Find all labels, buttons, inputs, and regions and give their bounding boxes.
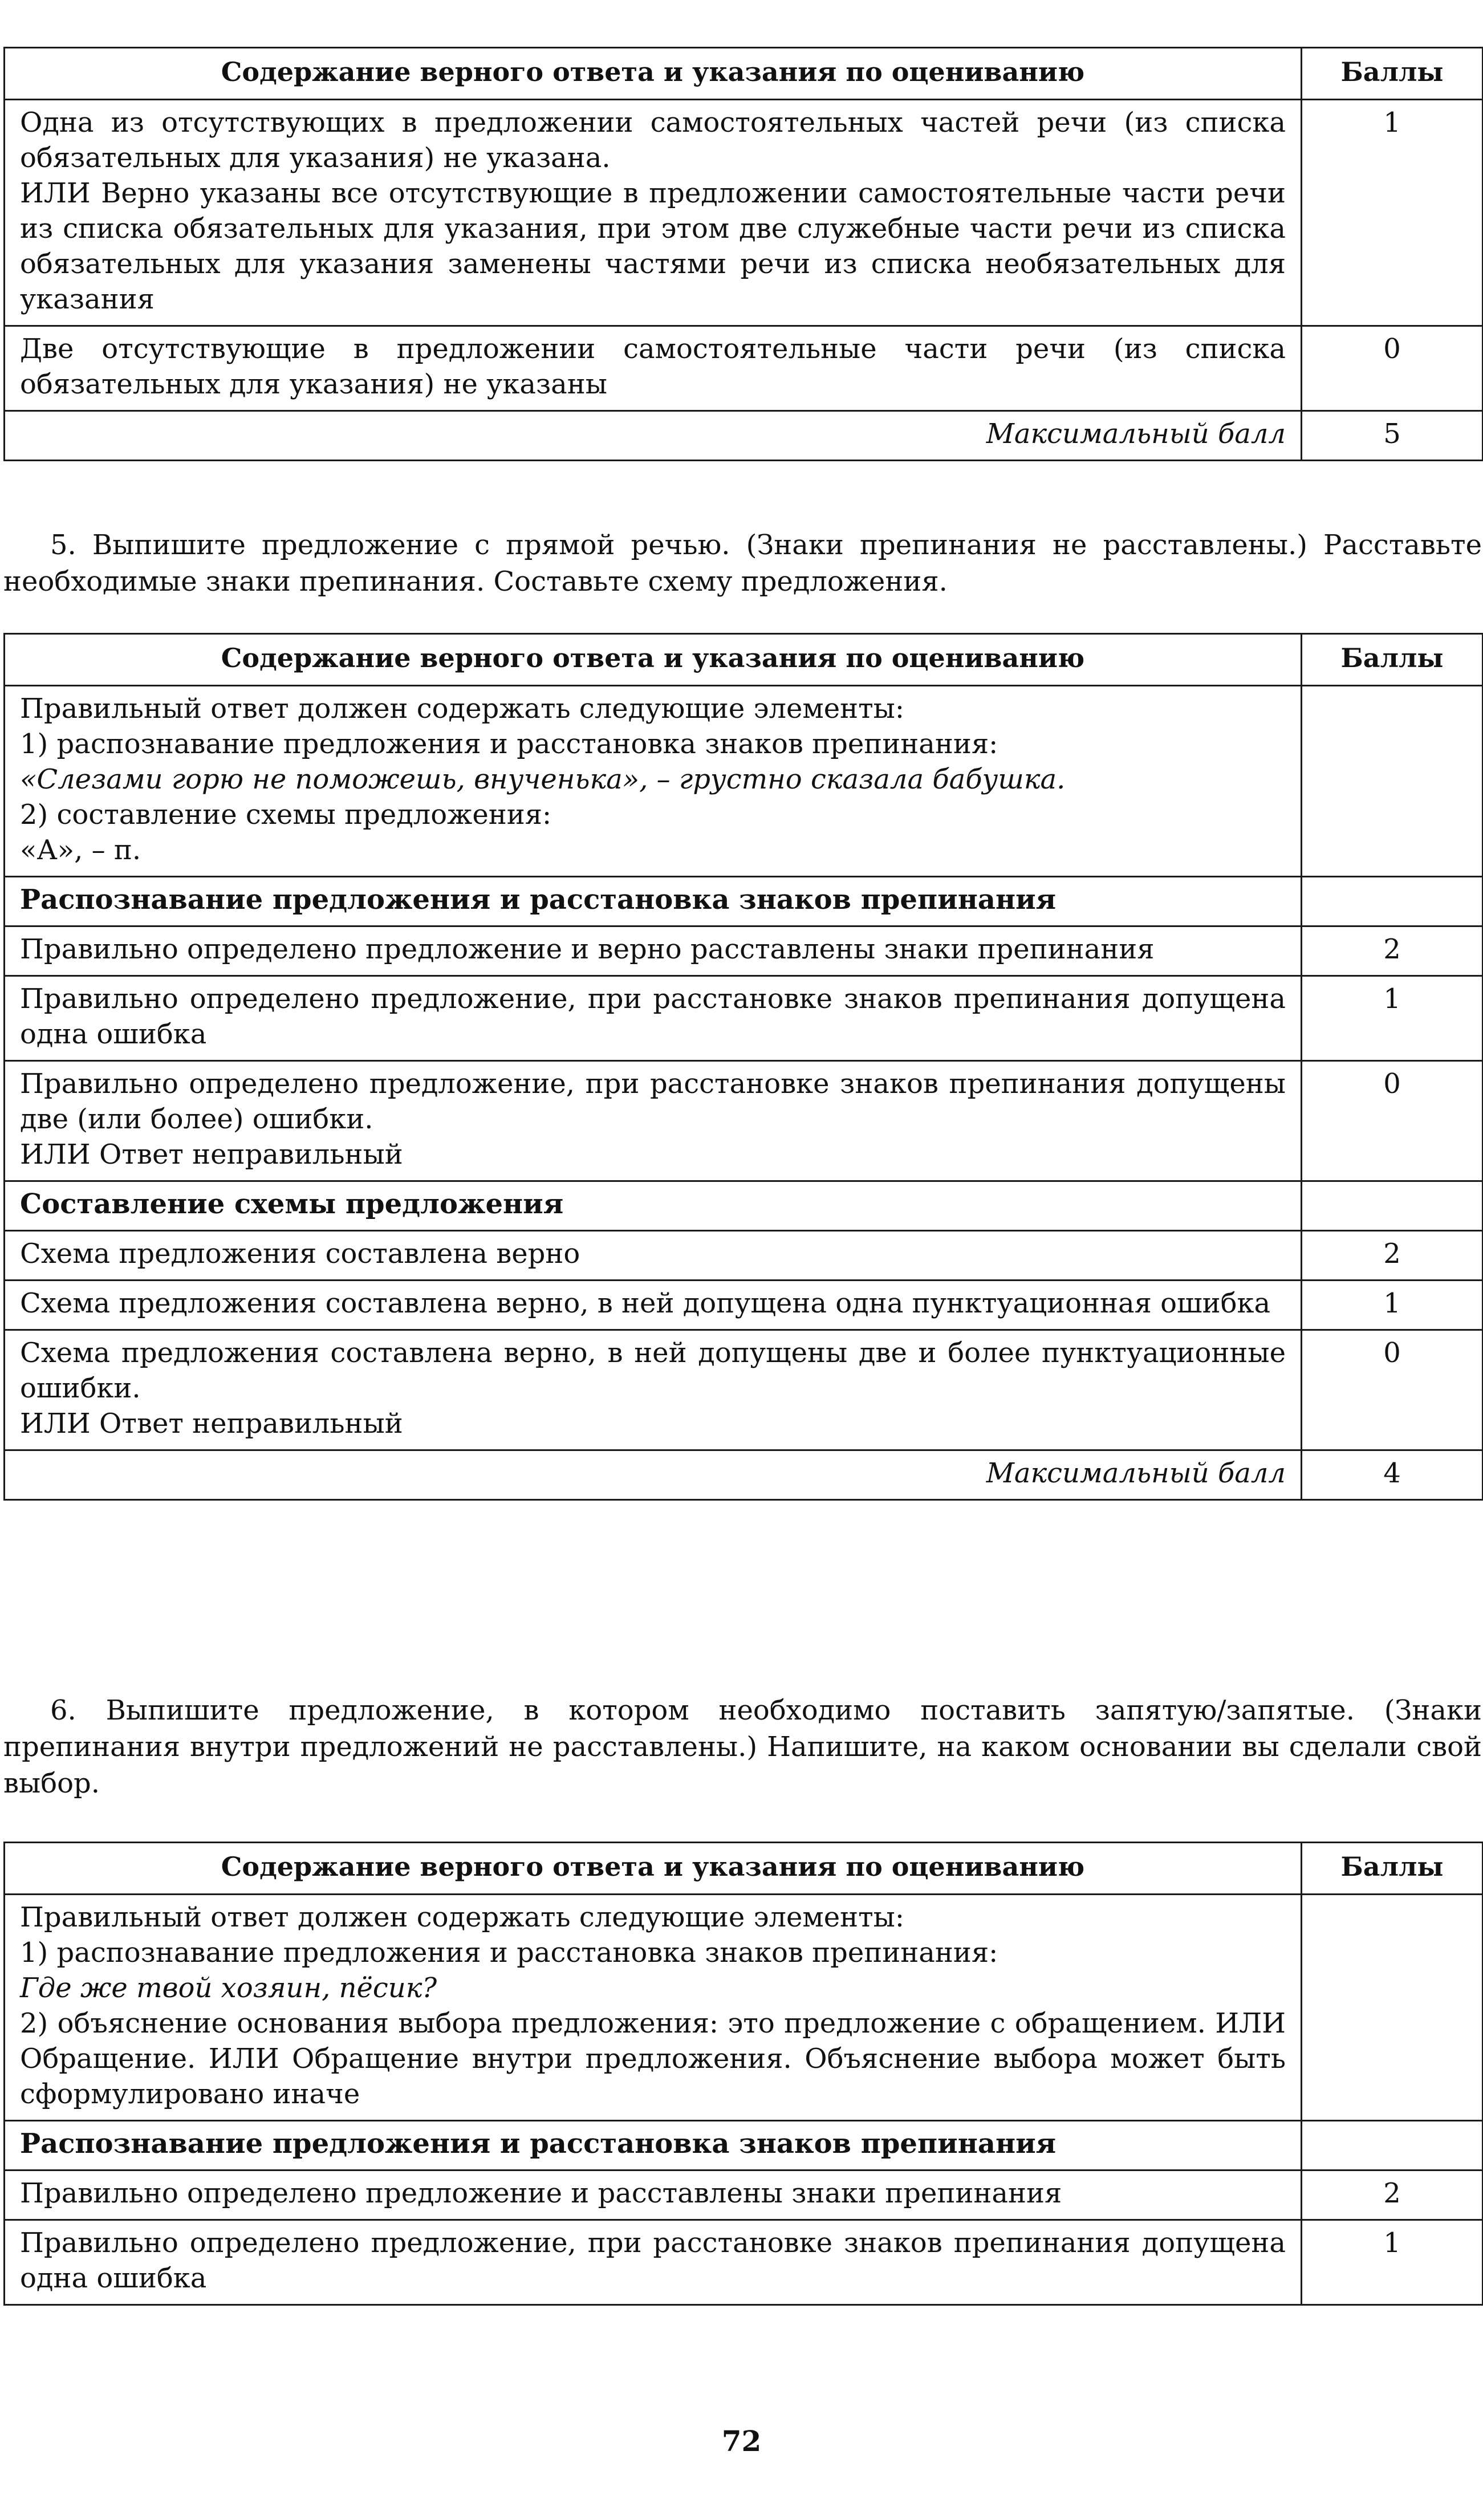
criterion-cell xyxy=(5,100,1302,326)
answer-intro-row xyxy=(5,686,1483,877)
max-score-value: 4 xyxy=(1302,1450,1483,1500)
max-score-row xyxy=(5,411,1483,461)
answer-intro-line: 1) распознавание предложения и расстановка знаков препинания: xyxy=(20,1937,998,1969)
section-row xyxy=(5,2121,1483,2171)
section-title: Распознавание предложения и расстановка знаков препинания xyxy=(5,877,1302,926)
criterion-text: Схема предложения составлена верно, в ней допущены две и более пунктуационные ошибки. xyxy=(20,1337,1286,1404)
empty-points-cell xyxy=(1302,2121,1483,2171)
task-6-text: 6. Выпишите предложение, в котором необходимо поставить запятую/запятые. (Знаки препинания внутри предложений не расставлены.) Напишите, на каком основании вы сделали свой выбор. xyxy=(3,1694,1482,1799)
table-header-row xyxy=(5,634,1483,686)
points-cell: 2 xyxy=(1302,926,1483,976)
points-cell: 0 xyxy=(1302,1330,1483,1450)
criterion-cell: Правильно определено предложение и верно расставлены знаки препинания xyxy=(5,926,1302,976)
table-row xyxy=(5,1231,1483,1281)
answer-explanation: 2) объяснение основания выбора предложения: это предложение с обращением. ИЛИ Обращение. ИЛИ Обращение внутри предложения. Объяснение выбора может быть сформулировано иначе xyxy=(20,2007,1286,2110)
criterion-cell xyxy=(5,1330,1302,1450)
page-number: 72 xyxy=(721,2424,762,2458)
criterion-cell xyxy=(5,1061,1302,1181)
table-row xyxy=(5,326,1483,411)
max-score-label: Максимальный балл xyxy=(5,1450,1302,1500)
table-row xyxy=(5,1281,1483,1330)
points-cell: 0 xyxy=(1302,1061,1483,1181)
header-content: Содержание верного ответа и указания по оцениванию xyxy=(5,48,1302,100)
header-points: Баллы xyxy=(1302,48,1483,100)
empty-points-cell xyxy=(1302,1895,1483,2121)
max-score-value: 5 xyxy=(1302,411,1483,461)
answer-intro-cell xyxy=(5,1895,1302,2121)
table-row xyxy=(5,1330,1483,1450)
points-cell: 1 xyxy=(1302,100,1483,326)
header-content: Содержание верного ответа и указания по оцениванию xyxy=(5,1843,1302,1895)
empty-points-cell xyxy=(1302,686,1483,877)
table-row xyxy=(5,2220,1483,2305)
table-row xyxy=(5,100,1483,326)
criterion-cell: Правильно определено предложение, при расстановке знаков препинания допущена одна ошибка xyxy=(5,976,1302,1061)
section-title: Распознавание предложения и расстановка знаков препинания xyxy=(5,2121,1302,2171)
points-cell: 2 xyxy=(1302,1231,1483,1281)
answer-sentence: «Слезами горю не поможешь, внученька», – грустно сказала бабушка. xyxy=(20,763,1066,795)
criterion-cell: Правильно определено предложение и расставлены знаки препинания xyxy=(5,2171,1302,2220)
criterion-cell: Правильно определено предложение, при расстановке знаков препинания допущена одна ошибка xyxy=(5,2220,1302,2305)
section-row xyxy=(5,877,1483,926)
criterion-text: ИЛИ Ответ неправильный xyxy=(20,1139,403,1170)
task-5-text: 5. Выпишите предложение с прямой речью. (Знаки препинания не расставлены.) Расставьте необходимые знаки препинания. Составьте схему предложения. xyxy=(3,529,1482,598)
empty-points-cell xyxy=(1302,877,1483,926)
table-row xyxy=(5,976,1483,1061)
answer-intro-row xyxy=(5,1895,1483,2121)
table-row xyxy=(5,2171,1483,2220)
table-header-row xyxy=(5,1843,1483,1895)
scoring-table-task-6 xyxy=(3,1842,1483,2306)
section-title: Составление схемы предложения xyxy=(5,1181,1302,1231)
header-points: Баллы xyxy=(1302,634,1483,686)
max-score-label: Максимальный балл xyxy=(5,411,1302,461)
criterion-text: Две отсутствующие в предложении самостоятельные части речи (из списка обязательных для указания) не указаны xyxy=(20,333,1286,400)
table-row xyxy=(5,1061,1483,1181)
points-cell: 1 xyxy=(1302,976,1483,1061)
max-score-row xyxy=(5,1450,1483,1500)
section-row xyxy=(5,1181,1483,1231)
criterion-text: Правильно определено предложение, при расстановке знаков препинания допущены две (или более) ошибки. xyxy=(20,1068,1286,1135)
answer-sentence: Где же твой хозяин, пёсик? xyxy=(20,1972,437,2004)
criterion-text: ИЛИ Верно указаны все отсутствующие в предложении самостоятельные части речи из списка обязательных для указания, при этом две служебные части речи из списка обязательных для указания заменены частями речи из списка необязательных для указания xyxy=(20,177,1286,315)
answer-intro-line: 1) распознавание предложения и расстановка знаков препинания: xyxy=(20,728,998,760)
criterion-cell: Схема предложения составлена верно, в ней допущена одна пунктуационная ошибка xyxy=(5,1281,1302,1330)
header-points: Баллы xyxy=(1302,1843,1483,1895)
points-cell: 1 xyxy=(1302,1281,1483,1330)
criterion-cell: Схема предложения составлена верно xyxy=(5,1231,1302,1281)
points-cell: 1 xyxy=(1302,2220,1483,2305)
header-content: Содержание верного ответа и указания по оцениванию xyxy=(5,634,1302,686)
points-cell: 0 xyxy=(1302,326,1483,411)
scoring-table-task-5 xyxy=(3,633,1483,1501)
answer-intro-line: Правильный ответ должен содержать следующие элементы: xyxy=(20,1901,905,1933)
empty-points-cell xyxy=(1302,1181,1483,1231)
scoring-table-top xyxy=(3,47,1483,461)
table-header-row xyxy=(5,48,1483,100)
criterion-text: ИЛИ Ответ неправильный xyxy=(20,1408,403,1440)
criterion-cell xyxy=(5,326,1302,411)
points-cell: 2 xyxy=(1302,2171,1483,2220)
criterion-text: Одна из отсутствующих в предложении самостоятельных частей речи (из списка обязательных для указания) не указана. xyxy=(20,107,1286,174)
table-row xyxy=(5,926,1483,976)
answer-intro-cell xyxy=(5,686,1302,877)
answer-intro-line: 2) составление схемы предложения: xyxy=(20,799,552,831)
answer-intro-line: Правильный ответ должен содержать следующие элементы: xyxy=(20,693,905,725)
answer-scheme: «А», – п. xyxy=(20,834,141,866)
